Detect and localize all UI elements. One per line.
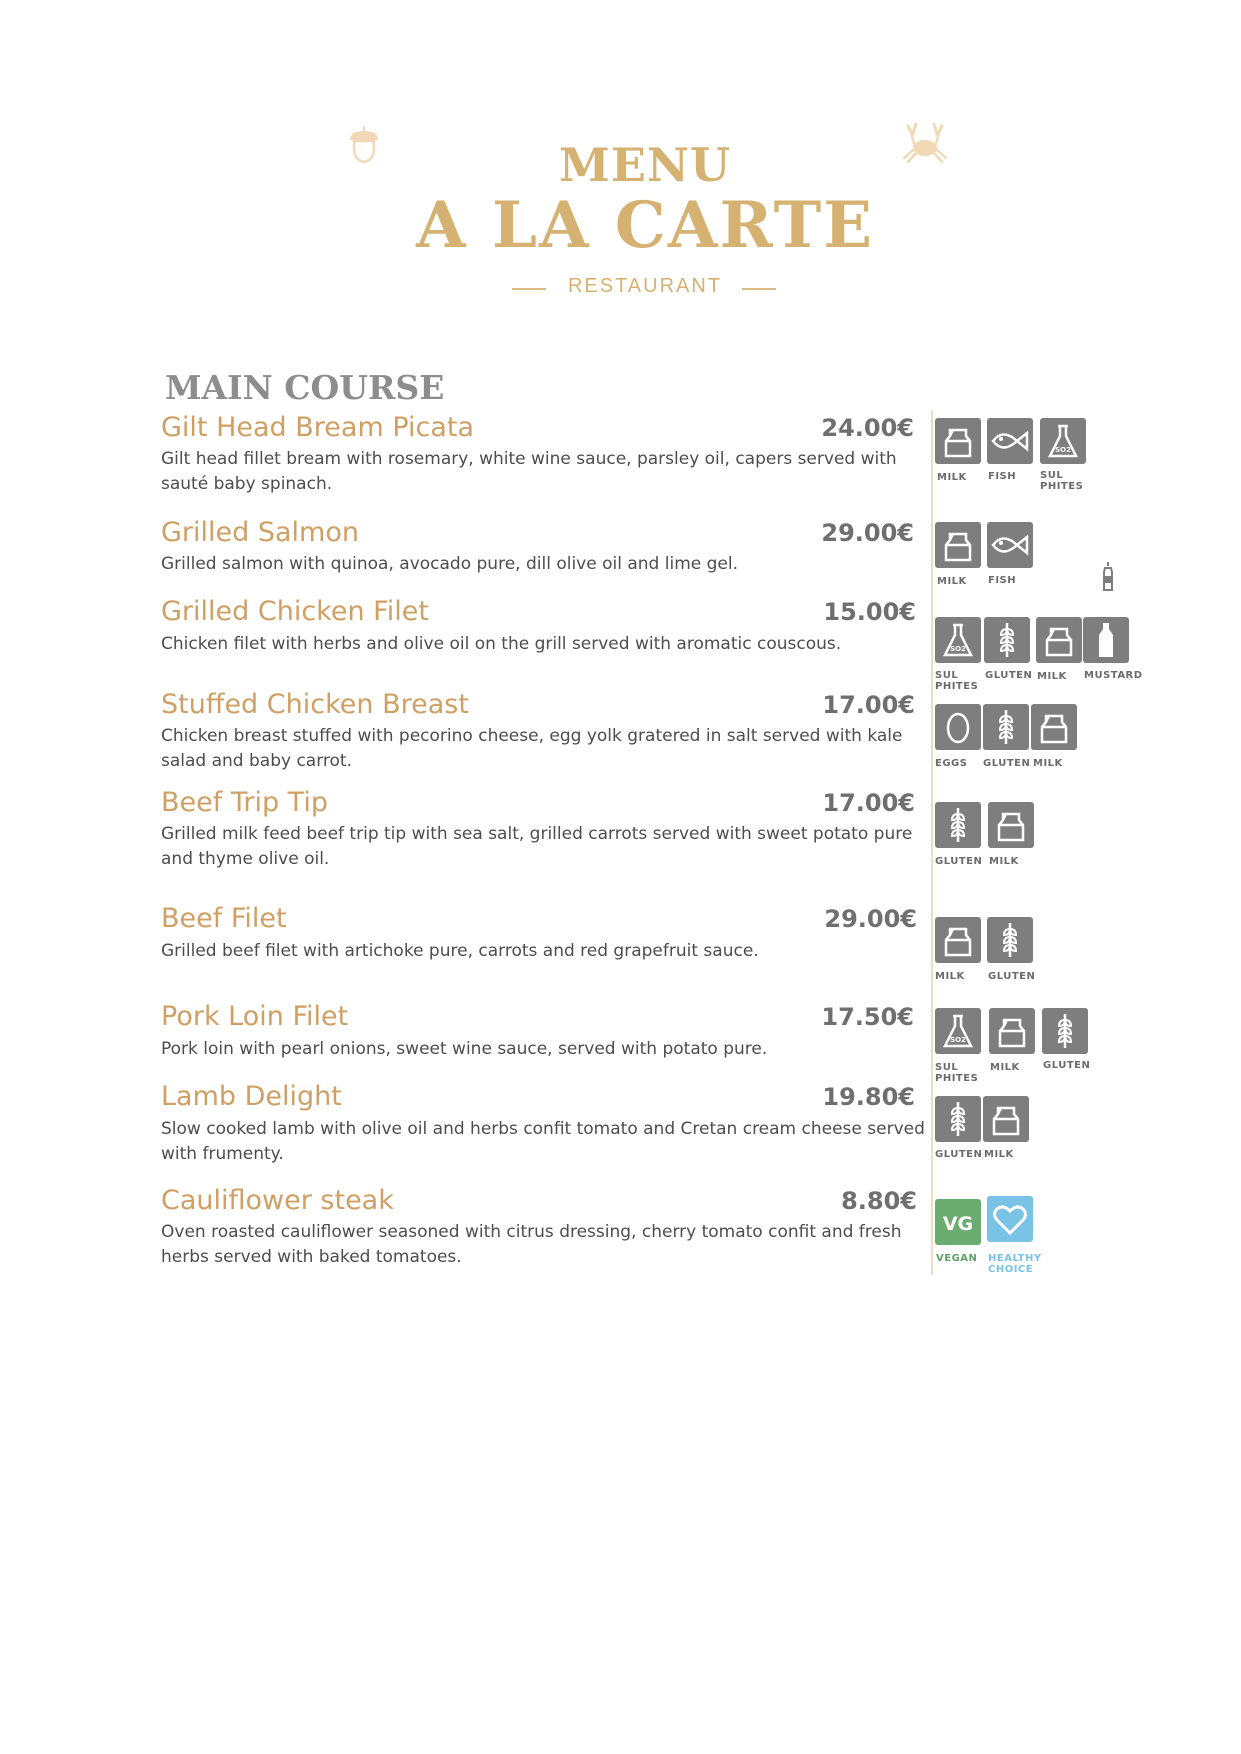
allergen-label: GLUTEN xyxy=(983,758,1031,769)
dish-name: Lamb Delight xyxy=(161,1081,342,1112)
milk-icon xyxy=(935,418,981,464)
dish-description: Pork loin with pearl onions, sweet wine sauce, served with potato pure. xyxy=(161,1039,768,1059)
allergen-label: MILK xyxy=(1033,758,1063,769)
dish-name: Beef Filet xyxy=(161,903,287,934)
eggs-icon xyxy=(935,704,981,750)
dish-price: 29.00€ xyxy=(824,905,917,933)
dish-name: Gilt Head Bream Picata xyxy=(161,412,475,443)
svg-text:SO2: SO2 xyxy=(1055,446,1071,454)
allergen-label: MILK xyxy=(937,576,967,587)
dish-name: Beef Trip Tip xyxy=(161,787,328,818)
divider-right xyxy=(742,288,776,290)
vegan-badge-text: VG xyxy=(942,1213,974,1235)
allergen-label: SUL xyxy=(935,1062,959,1073)
page-title: A LA CARTE xyxy=(416,188,874,263)
fish-icon xyxy=(987,522,1033,568)
milk-icon xyxy=(988,802,1034,848)
milk-icon xyxy=(935,522,981,568)
vegan-icon xyxy=(935,1199,981,1245)
gluten-icon xyxy=(987,917,1033,963)
allergen-label: CHOICE xyxy=(988,1264,1034,1275)
allergen-label: MILK xyxy=(984,1149,1014,1160)
allergen-label: FISH xyxy=(988,575,1017,586)
allergen-label: MUSTARD xyxy=(1084,670,1143,681)
fish-icon xyxy=(987,418,1033,464)
dish-price: 29.00€ xyxy=(821,519,914,547)
allergen-label: EGGS xyxy=(935,758,968,769)
dish-name: Grilled Salmon xyxy=(161,517,359,548)
dish-price: 15.00€ xyxy=(823,598,916,626)
allergen-label: SUL xyxy=(1040,470,1064,481)
dish-name: Grilled Chicken Filet xyxy=(161,596,429,627)
dish-price: 17.50€ xyxy=(821,1003,914,1031)
dish-description: Grilled milk feed beef trip tip with sea salt, grilled carrots served with sweet potato pure and thyme olive oil. xyxy=(161,824,913,869)
dish-price: 24.00€ xyxy=(821,414,914,442)
dish-description: Oven roasted cauliflower seasoned with citrus dressing, cherry tomato confit and fresh herbs served with baked tomatoes. xyxy=(161,1222,902,1267)
allergen-label: PHITES xyxy=(1040,481,1084,492)
allergen-label: MILK xyxy=(935,971,965,982)
column-divider xyxy=(931,410,933,1275)
section-title: MAIN COURSE xyxy=(165,368,445,407)
milk-icon xyxy=(989,1008,1035,1054)
sulphites-icon xyxy=(1040,418,1086,464)
gluten-icon xyxy=(935,1096,981,1142)
gluten-icon xyxy=(1042,1008,1088,1054)
milk-icon xyxy=(935,917,981,963)
allergen-label: PHITES xyxy=(935,1073,979,1084)
allergen-label: HEALTHY xyxy=(988,1253,1042,1264)
allergen-label: MILK xyxy=(990,1062,1020,1073)
dish-price: 19.80€ xyxy=(822,1083,915,1111)
allergen-label: MILK xyxy=(989,856,1019,867)
gluten-icon xyxy=(984,617,1030,663)
dish-name: Pork Loin Filet xyxy=(161,1001,349,1032)
healthy-choice-icon xyxy=(987,1196,1033,1242)
gluten-icon xyxy=(935,802,981,848)
dish-description: Grilled salmon with quinoa, avocado pure, dill olive oil and lime gel. xyxy=(161,554,738,574)
dish-description: Chicken filet with herbs and olive oil on the grill served with aromatic couscous. xyxy=(161,634,842,654)
allergen-label: GLUTEN xyxy=(985,670,1033,681)
dish-name: Stuffed Chicken Breast xyxy=(161,689,469,720)
mustard-icon xyxy=(1083,617,1129,663)
divider-left xyxy=(512,288,546,290)
milk-icon xyxy=(1031,704,1077,750)
allergen-label: MILK xyxy=(937,472,967,483)
allergen-label: MILK xyxy=(1037,671,1067,682)
mustard-bottle-icon xyxy=(1102,562,1114,592)
dish-name: Cauliflower steak xyxy=(161,1185,394,1216)
allergen-label: PHITES xyxy=(935,681,979,692)
allergen-label: GLUTEN xyxy=(1043,1060,1091,1071)
milk-icon xyxy=(983,1096,1029,1142)
svg-text:SO2: SO2 xyxy=(950,1036,966,1044)
allergen-label: SUL xyxy=(935,670,959,681)
allergen-label: VEGAN xyxy=(936,1253,978,1264)
dish-description: Chicken breast stuffed with pecorino cheese, egg yolk gratered in salt served with kale salad and baby carrot. xyxy=(161,726,903,771)
gluten-icon xyxy=(983,704,1029,750)
sulphites-icon xyxy=(935,617,981,663)
milk-icon xyxy=(1036,617,1082,663)
dish-price: 17.00€ xyxy=(822,789,915,817)
allergen-label: GLUTEN xyxy=(935,856,983,867)
svg-text:SO2: SO2 xyxy=(950,645,966,653)
sulphites-icon xyxy=(935,1008,981,1054)
allergen-label: GLUTEN xyxy=(988,971,1036,982)
allergen-label: GLUTEN xyxy=(935,1149,983,1160)
menu-word: MENU xyxy=(558,138,732,192)
dish-description: Gilt head fillet bream with rosemary, white wine sauce, parsley oil, capers served with sauté baby spinach. xyxy=(161,449,897,494)
dish-description: Grilled beef filet with artichoke pure, carrots and red grapefruit sauce. xyxy=(161,941,759,961)
allergen-label: FISH xyxy=(988,471,1017,482)
dish-price: 17.00€ xyxy=(822,691,915,719)
dish-description: Slow cooked lamb with olive oil and herbs confit tomato and Cretan cream cheese served with frumenty. xyxy=(161,1119,925,1164)
dish-price: 8.80€ xyxy=(841,1187,917,1215)
restaurant-subtitle: RESTAURANT xyxy=(567,275,723,297)
